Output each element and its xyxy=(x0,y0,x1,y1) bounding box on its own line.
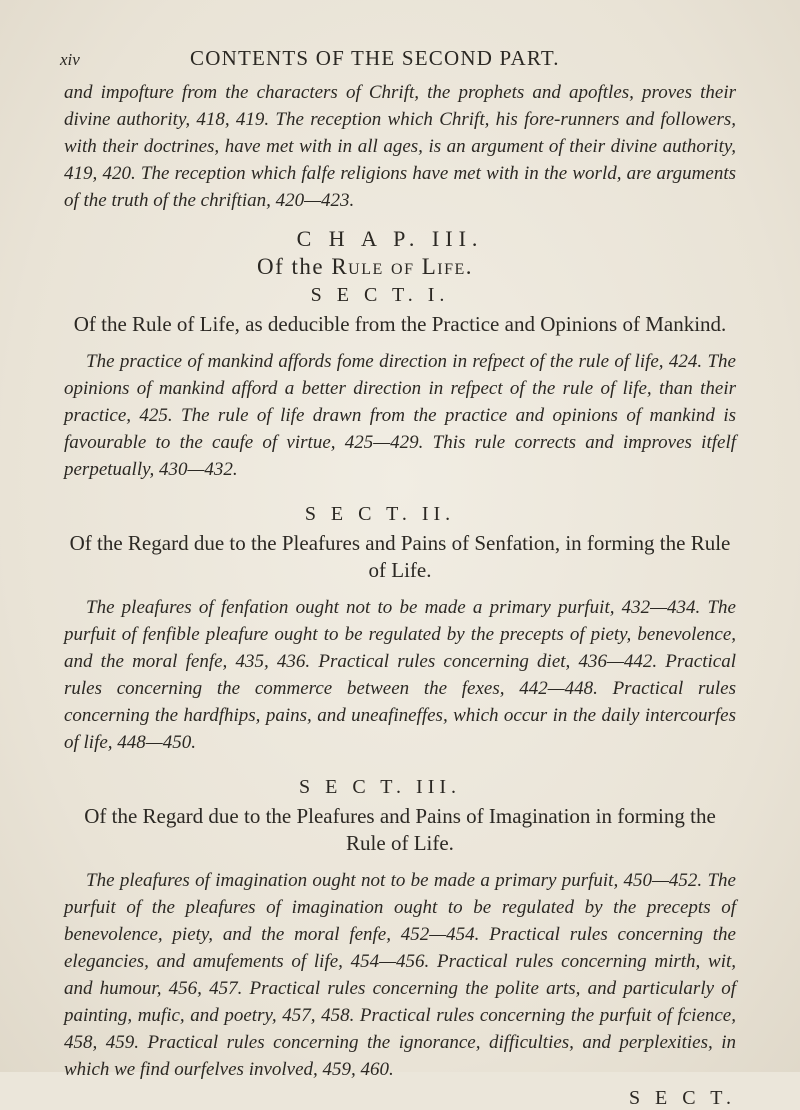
section-heading: S E C T. III. xyxy=(298,776,462,798)
section-summary: The practice of mankind affords fome direction in refpect of the rule of life, 424. The opinions of mankind afford a better direction in refpect of the rule of life, than their practice, 425. The rule of life drawn from the practice and opinions of mankind is favourable to the caufe of virtue, 425—429. This rule corrects and improves itfelf perpetually, 430—432. xyxy=(64,351,736,480)
chapter-title-prefix: Of the xyxy=(256,254,332,279)
chapter-title-small-caps: Rule of Life. xyxy=(331,254,474,279)
running-header xyxy=(60,46,736,71)
section-title: Of the Regard due to the Pleafures and Pains of Imagination in forming the Rule of Life. xyxy=(84,804,716,855)
section-title: Of the Regard due to the Pleafures and Pains of Senfation, in forming the Rule of Life. xyxy=(69,531,731,582)
section-heading: S E C T. II. xyxy=(304,503,456,525)
chapter-title xyxy=(0,254,736,280)
chapter-heading: C H A P. III. xyxy=(296,226,484,251)
section-summary: The pleafures of imagination ought not to be made a primary purfuit, 450—452. The purfuit of the pleafures of imagination ought to be regulated by the precepts of benevolence, piety, and the moral fenfe, 452—454. Practical rules concerning the elegancies, and amufements of life, 454—456. Practical rules concerning mirth, wit, and humour, 456, 457. Practical rules concerning the polite arts, and particularly of painting, mufic, and poetry, 457, 458. Practical rules concerning the purfuit of fcience, 458, 459. Practical rules concerning the ignorance, difficulties, and perplexities, in which we find ourfelves involved, 459, 460. xyxy=(64,870,736,1080)
header-title: CONTENTS OF THE SECOND PART. xyxy=(190,46,560,70)
section-title: Of the Rule of Life, as deducible from the Practice and Opinions of Mankind. xyxy=(73,312,727,336)
section-summary: The pleafures of fenfation ought not to be made a primary purfuit, 432—434. The purfuit of fenfible pleafure ought to be regulated by the precepts of piety, benevolence, and the moral fenfe, 435, 436. Practical rules concerning diet, 436—442. Practical rules concerning the commerce between the fexes, 442—448. Practical rules concerning the hardfhips, pains, and uneafineffes, which occur in the daily intercourfes of life, 448—450. xyxy=(64,597,736,753)
intro-paragraph: and impofture from the characters of Chrift, the prophets and apoftles, proves their divine authority, 418, 419. The reception which Chrift, his fore-runners and followers, with their doctrines, have met with in all ages, is an argument of their divine authority, 419, 420. The reception which falfe religions have met with in the world, are arguments of the truth of the chriftian, 420—423. xyxy=(64,82,736,211)
section-heading: S E C T. I. xyxy=(310,284,450,306)
catchword: S E C T. xyxy=(628,1087,736,1109)
page-number: xiv xyxy=(60,50,80,69)
